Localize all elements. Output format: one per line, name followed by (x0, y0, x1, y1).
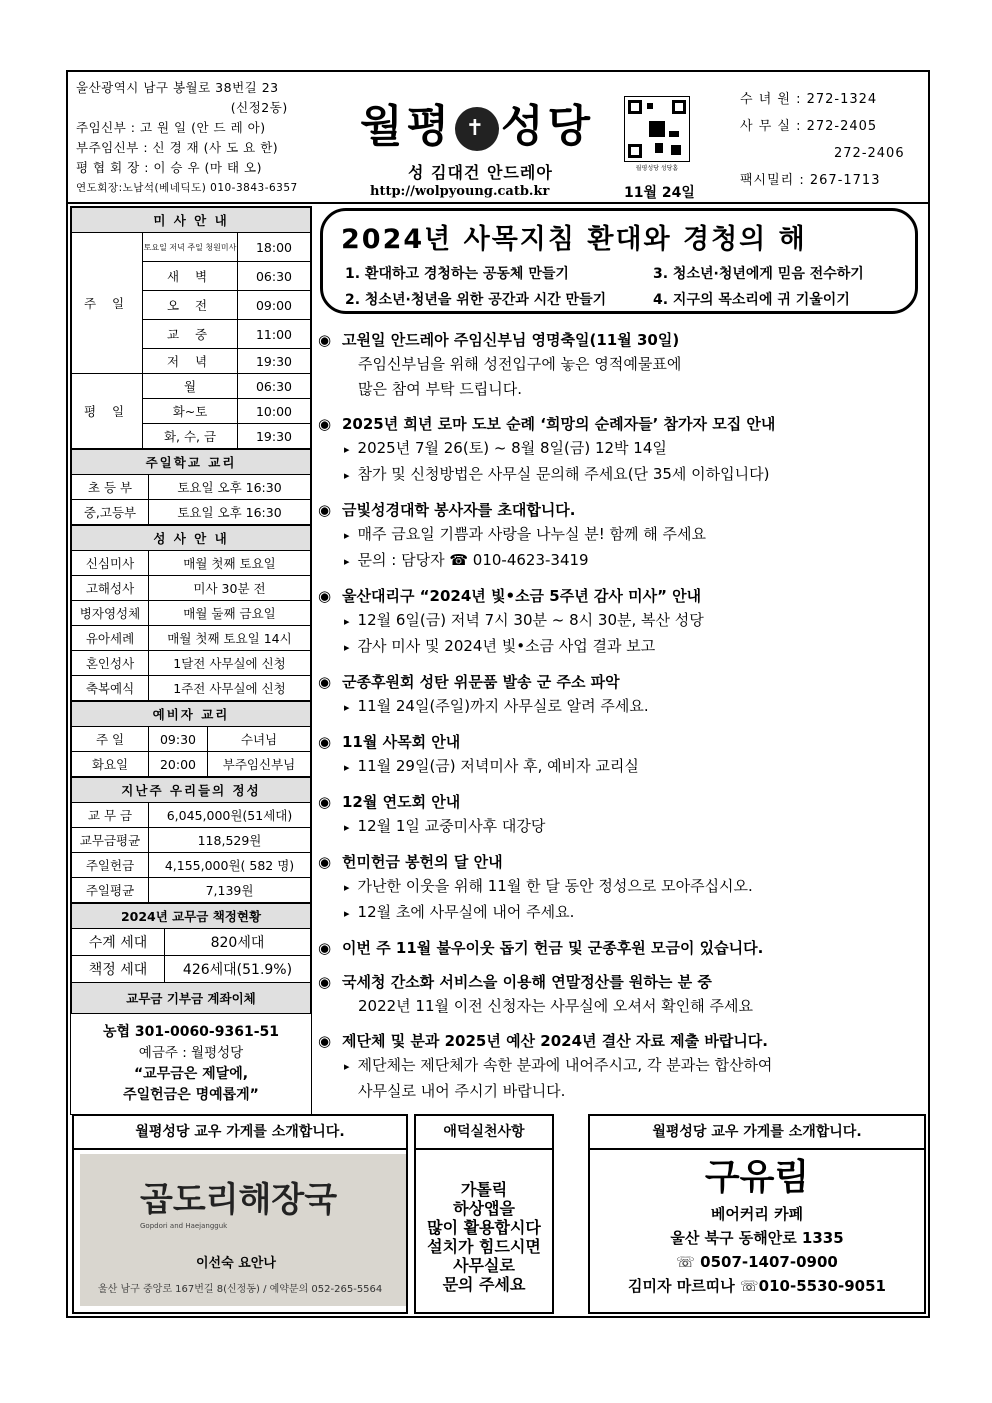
qr-code-icon[interactable] (624, 96, 690, 172)
announcement-detail: 많은 참여 부탁 드립니다. (358, 380, 522, 398)
store-intro-title: 월평성당 교우 가게를 소개합니다. (590, 1116, 924, 1150)
school-time: 토요일 오후 16:30 (149, 500, 311, 525)
contact-office-2: 272-2406 (834, 146, 905, 161)
mass-time: 10:00 (238, 399, 311, 424)
announcement-title (318, 412, 924, 436)
announcement-title (318, 498, 924, 522)
offering-name: 교 무 금 (72, 803, 149, 828)
sacrament-name: 혼인성사 (72, 651, 149, 676)
announcement-title-text: 금빛성경대학 봉사자를 초대합니다. (342, 501, 576, 519)
council-president: 평 협 회 장 : 이 승 우 (마 태 오) (76, 160, 262, 175)
mass-name: 저 녁 (143, 349, 238, 374)
mass-name: 토요일 저녁 주일 청원미사 (143, 233, 238, 262)
banner-goal: 4. 지구의 목소리에 귀 기울이기 (653, 292, 850, 308)
charity-box (414, 1114, 554, 1314)
offering-name: 교무금평균 (72, 828, 149, 853)
announcement-item (318, 936, 924, 960)
announcement-item (318, 584, 924, 660)
sacrament-value: 매월 첫째 토요일 (149, 551, 311, 576)
cafe-name: 구유림 (704, 1157, 810, 1198)
contact-office: 사 무 실 : 272-2405 (740, 119, 878, 134)
address-line1: 울산광역시 남구 봉월로 38번길 23 (76, 80, 279, 95)
shop-ad-image (80, 1154, 406, 1306)
bullet-icon: ◉ (318, 415, 332, 433)
slogan-line2: 주일헌금은 명예롭게” (123, 1087, 259, 1103)
mass-time: 19:30 (238, 349, 311, 374)
announcement-item (318, 1029, 924, 1104)
bank-account[interactable]: 농협 301-0060-9361-51 (103, 1024, 279, 1040)
store-intro-title: 월평성당 교우 가게를 소개합니다. (74, 1116, 406, 1150)
bullet-icon: ◉ (318, 501, 332, 519)
charity-line: 사무실로 (453, 1256, 515, 1275)
sacrament-value: 매월 둘째 금요일 (149, 601, 311, 626)
sacrament-value: 1주전 사무실에 신청 (149, 676, 311, 701)
pastoral-banner (320, 208, 918, 314)
sunday-school-title: 주일학교 교리 (72, 450, 311, 475)
announcement-item (318, 498, 924, 574)
offering-name: 주일헌금 (72, 853, 149, 878)
mass-title: 미 사 안 내 (72, 208, 311, 233)
announcement-item (318, 412, 924, 488)
announcement-detail: ▸ 11월 24일(주일)까지 사무실로 알려 주세요. (318, 694, 924, 720)
announcement-title (318, 850, 924, 874)
announcement-detail: ▸ 11월 29일(금) 저녁미사 후, 예비자 교리실 (318, 754, 924, 780)
announcement-title-text: 헌미헌금 봉헌의 달 안내 (342, 853, 503, 871)
announcement-title (318, 936, 924, 960)
school-grade: 초 등 부 (72, 475, 149, 500)
announcement-detail: 주임신부님을 위해 성전입구에 놓은 영적예물표에 (358, 355, 682, 373)
announcement-title (318, 1029, 924, 1053)
announcement-title-text: 제단체 및 분과 2025년 예산 2024년 결산 자료 제출 바랍니다. (342, 1032, 768, 1050)
sacrament-name: 축복예식 (72, 676, 149, 701)
cafe-type: 베어커리 카페 (710, 1205, 804, 1223)
assistant-pastor: 부주임신부 : 신 경 재 (사 도 요 한) (76, 140, 279, 155)
mass-time: 06:30 (238, 374, 311, 399)
offerings-title: 지난주 우리들의 정성 (72, 778, 311, 803)
catechumen-time: 09:30 (149, 727, 208, 752)
shop-brand-en: Gopdori and Haejangguk (140, 1222, 228, 1230)
mass-time: 11:00 (238, 320, 311, 349)
announcement-title (318, 790, 924, 814)
cafe-address: 울산 북구 동해안로 1335 (670, 1229, 844, 1247)
bullet-icon: ◉ (318, 793, 332, 811)
contact-convent: 수 녀 원 : 272-1324 (740, 92, 878, 107)
announcement-title (318, 970, 924, 994)
bulletin-date: 11월 24일 (624, 185, 695, 201)
offering-value: 7,139원 (149, 878, 311, 903)
bullet-icon: ◉ (318, 673, 332, 691)
mass-name: 월 (143, 374, 238, 399)
charity-title: 애덕실천사항 (416, 1116, 552, 1150)
announcement-detail: ▸ 가난한 이웃을 위해 11월 한 달 동안 정성으로 모아주십시오. (318, 874, 924, 900)
mass-time: 06:30 (238, 262, 311, 291)
sacrament-value: 매월 첫째 토요일 14시 (149, 626, 311, 651)
store-intro-box-2 (588, 1114, 926, 1314)
mass-name: 화, 수, 금 (143, 424, 238, 449)
banner-goal: 3. 청소년·청년에게 믿음 전수하기 (653, 266, 864, 282)
announcement-detail: ▸ 매주 금요일 기쁨과 사랑을 나누실 분! 함께 해 주세요 (318, 522, 924, 548)
sacraments-table (71, 525, 311, 701)
catechumen-table (71, 701, 311, 777)
address-line2: (신정2동) (230, 100, 288, 115)
qr-caption: 월평성당 성당홈 (635, 165, 679, 172)
mass-name: 화~토 (143, 399, 238, 424)
charity-line: 문의 주세요 (442, 1275, 526, 1294)
offering-value: 4,155,000원( 582 명) (149, 853, 311, 878)
announcement-detail: ▸ 문의 : 담당자 ☎ 010-4623-3419 (318, 548, 924, 574)
catechumen-day: 주 일 (72, 727, 149, 752)
sacrament-name: 고해성사 (72, 576, 149, 601)
catechumen-time: 20:00 (149, 752, 208, 777)
mass-schedule (71, 207, 311, 449)
account-holder: 예금주 : 월평성당 (138, 1045, 244, 1061)
mass-time: 19:30 (238, 424, 311, 449)
announcement-detail: ▸ 2025년 7월 26(토) ~ 8월 8일(금) 12박 14일 (318, 436, 924, 462)
offering-name: 주일평균 (72, 878, 149, 903)
announcement-detail: 사무실로 내어 주시기 바랍니다. (358, 1082, 566, 1100)
bullet-icon: ◉ (318, 939, 332, 957)
announcement-title-text: 고원일 안드레아 주임신부님 영명축일(11월 30일) (342, 331, 680, 349)
mass-name: 오 전 (143, 291, 238, 320)
school-time: 토요일 오후 16:30 (149, 475, 311, 500)
offering-value: 118,529원 (149, 828, 311, 853)
bullet-icon: ◉ (318, 331, 332, 349)
announcement-title (318, 670, 924, 694)
sacrament-name: 신심미사 (72, 551, 149, 576)
charity-text (416, 1150, 552, 1294)
bullet-icon: ◉ (318, 733, 332, 751)
banner-goal: 2. 청소년·청년을 위한 공간과 시간 만들기 (345, 292, 607, 308)
contact-fax: 팩시밀리 : 267-1713 (740, 173, 881, 188)
parish-info (76, 78, 298, 198)
sacrament-name: 유아세례 (72, 626, 149, 651)
bullet-icon: ◉ (318, 587, 332, 605)
announcement-title-text: 군종후원회 성탄 위문품 발송 군 주소 파악 (342, 673, 620, 691)
mass-time: 09:00 (238, 291, 311, 320)
sacrament-name: 병자영성체 (72, 601, 149, 626)
announcement-title-text: 12월 연도회 안내 (342, 793, 461, 811)
announcement-title-text: 이번 주 11월 불우이웃 돕기 헌금 및 군종후원 모금이 있습니다. (342, 939, 764, 957)
charity-line: 가톨릭 (460, 1180, 508, 1199)
offering-value: 6,045,000원(51세대) (149, 803, 311, 828)
announcement-title (318, 730, 924, 754)
charity-line: 하상앱을 (453, 1199, 515, 1218)
bullet-icon: ◉ (318, 1032, 332, 1050)
announcement-detail: ▸ 12월 초에 사무실에 내어 주세요. (318, 900, 924, 926)
dues-value: 820세대 (165, 929, 311, 956)
announcement-title (318, 328, 924, 352)
contact-list (740, 86, 905, 194)
announcement-title-text: 2025년 희년 로마 도보 순례 ‘희망의 순례자들’ 참가자 모집 안내 (342, 415, 776, 433)
church-seal-icon: ✝ (455, 107, 499, 151)
bullet-icon: ◉ (318, 853, 332, 871)
sunday-school-table (71, 449, 311, 525)
weekday-label: 평 일 (72, 374, 143, 449)
bulletin-page (66, 70, 930, 1318)
dues-name: 수계 세대 (72, 929, 165, 956)
announcement-title (318, 584, 924, 608)
catechumen-who: 수녀님 (208, 727, 311, 752)
dues-name: 책정 세대 (72, 956, 165, 983)
announcement-detail: ▸ 참가 및 신청방법은 사무실 문의해 주세요(단 35세 이하입니다) (318, 462, 924, 488)
slogan-line1: “교무금은 제달에, (133, 1066, 249, 1082)
announcement-detail: ▸ 12월 6일(금) 저녁 7시 30분 ~ 8시 30분, 복산 성당 (318, 608, 924, 634)
patron-saint: 성 김대건 안드레아 (408, 163, 553, 182)
parish-logo (360, 90, 594, 154)
bullet-icon: ◉ (318, 973, 332, 991)
offerings-table (71, 777, 311, 903)
mass-name: 새 벽 (143, 262, 238, 291)
dues-status-table (71, 903, 311, 1014)
store-intro-box-1 (72, 1114, 408, 1314)
sacrament-value: 미사 30분 전 (149, 576, 311, 601)
announcement-list (318, 328, 924, 1114)
sacrament-value: 1달전 사무실에 신청 (149, 651, 311, 676)
announcement-item (318, 730, 924, 780)
logo-right: 성당 (501, 101, 595, 152)
announcement-item (318, 670, 924, 720)
banner-title: 2024년 사목지침 환대와 경청의 해 (341, 224, 807, 255)
charity-line: 설치가 힘드시면 (427, 1237, 541, 1256)
sunday-label: 주 일 (72, 233, 143, 374)
cafe-ad (590, 1154, 924, 1298)
dues-value: 426세대(51.9%) (165, 956, 311, 983)
school-grade: 중,고등부 (72, 500, 149, 525)
giving-info (71, 1014, 311, 1114)
charity-line: 많이 활용합시다 (427, 1218, 541, 1237)
announcement-detail: 2022년 11월 이전 신청자는 사무실에 오셔서 확인해 주세요 (358, 997, 753, 1015)
catechumen-day: 화요일 (72, 752, 149, 777)
shop-address: 울산 남구 중앙로 167번길 8(신정동) / 예약문의 052-265-5564 (98, 1284, 383, 1295)
catechumen-who: 부주임신부님 (208, 752, 311, 777)
shop-brand: 곱도리해장국 (140, 1180, 338, 1220)
mass-name: 교 중 (143, 320, 238, 349)
left-sidebar (70, 206, 312, 1115)
cafe-phone[interactable]: ☏ 0507-1407-0900 (676, 1253, 838, 1271)
pastor: 주임신부 : 고 원 일 (안 드 레 아) (76, 120, 266, 135)
announcement-detail: ▸ 12월 1일 교중미사후 대강당 (318, 814, 924, 840)
announcement-title-text: 국세청 간소화 서비스을 이용해 연말정산를 원하는 분 중 (342, 973, 712, 991)
announcement-title-text: 11월 사목회 안내 (342, 733, 461, 751)
prayer-group: 연도회장:노남석(베네딕도) 010-3843-6357 (76, 182, 298, 194)
sacraments-title: 성 사 안 내 (72, 526, 311, 551)
banner-goal: 1. 환대하고 경청하는 공동체 만들기 (345, 266, 569, 282)
catechumen-title: 예비자 교리 (72, 702, 311, 727)
shop-owner: 이선숙 요안나 (196, 1256, 276, 1271)
parish-url[interactable]: http://wolpyoung.catb.kr (370, 184, 550, 199)
cafe-owner: 김미자 마르띠나 ☏010-5530-9051 (628, 1277, 886, 1295)
announcement-title-text: 울산대리구 “2024년 빛•소금 5주년 감사 미사” 안내 (342, 587, 702, 605)
announcement-item (318, 328, 924, 402)
announcement-item (318, 850, 924, 926)
announcement-item (318, 790, 924, 840)
dues-status-title: 2024년 교무금 책정현황 (72, 904, 311, 929)
mass-time: 18:00 (238, 233, 311, 262)
logo-left: 월평 (360, 101, 454, 152)
header (68, 72, 928, 204)
giving-title: 교무금 기부금 계좌이체 (72, 983, 311, 1014)
announcement-item (318, 970, 924, 1019)
announcement-detail: ▸ 감사 미사 및 2024년 빛•소금 사업 결과 보고 (318, 634, 924, 660)
announcement-detail: ▸ 제단체는 제단체가 속한 분과에 내어주시고, 각 분과는 합산하여 (318, 1053, 924, 1079)
